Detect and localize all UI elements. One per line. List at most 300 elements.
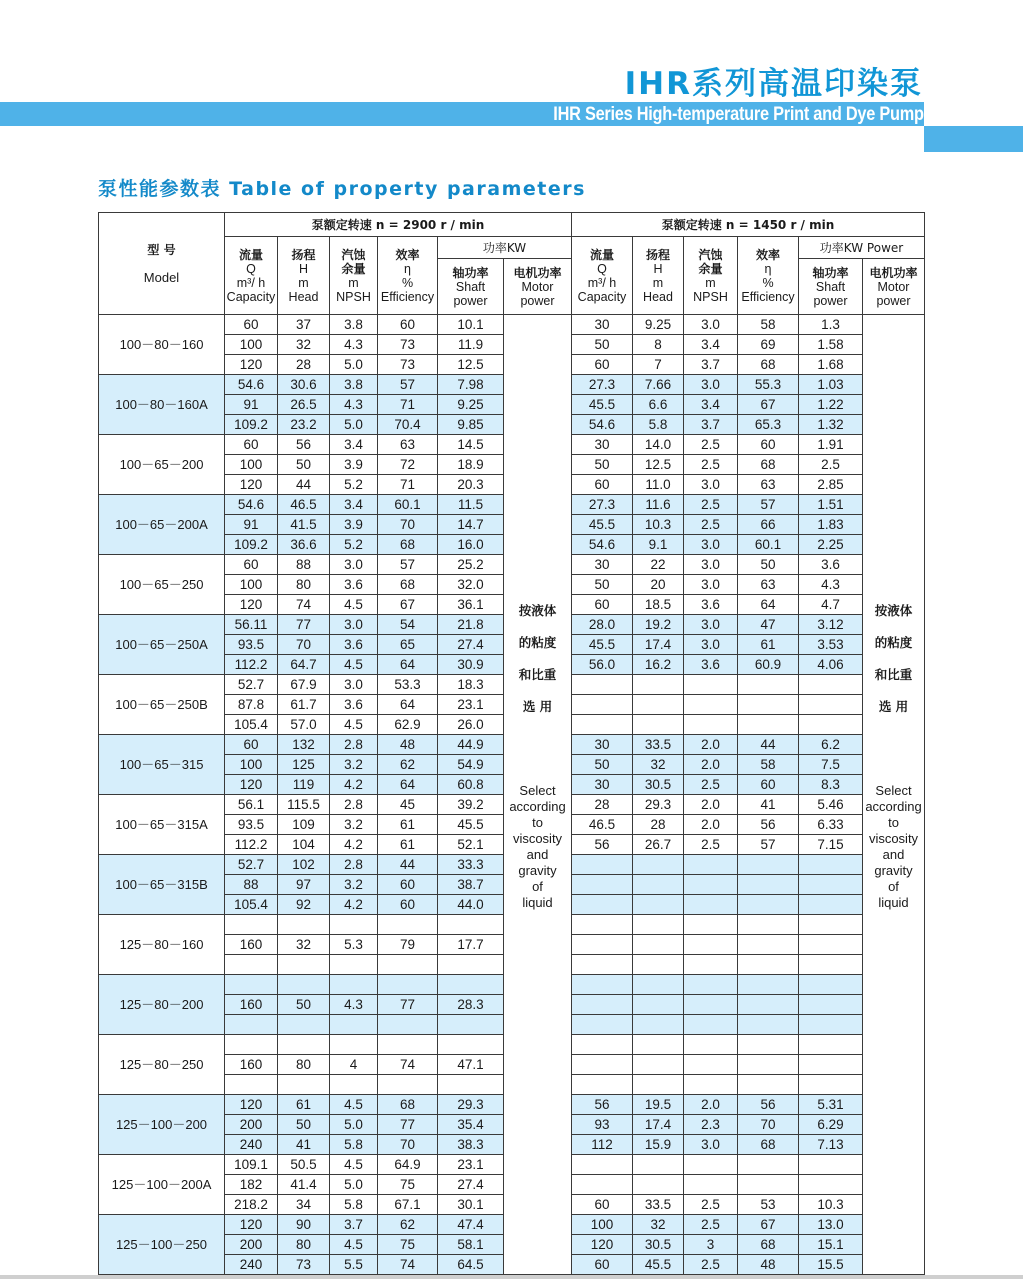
data-cell: 64 <box>738 595 799 615</box>
data-cell: 4.5 <box>330 1095 378 1115</box>
data-cell: 79 <box>378 935 438 955</box>
data-cell: 61.7 <box>278 695 330 715</box>
data-cell: 64 <box>378 775 438 795</box>
data-cell: 3.7 <box>330 1215 378 1235</box>
data-cell: 52.1 <box>438 835 504 855</box>
data-cell: 44 <box>278 475 330 495</box>
data-cell: 18.5 <box>633 595 684 615</box>
page-title-en: IHR Series High-temperature Print and Dye Pump <box>553 104 924 125</box>
data-cell: 60 <box>225 315 278 335</box>
data-cell: 30.1 <box>438 1195 504 1215</box>
data-cell: 27.4 <box>438 635 504 655</box>
data-cell: 10.3 <box>799 1195 863 1215</box>
data-cell: 160 <box>225 1055 278 1075</box>
data-cell: 1.3 <box>799 315 863 335</box>
data-cell: 93 <box>572 1115 633 1135</box>
data-cell: 3.8 <box>330 315 378 335</box>
data-cell: 52.7 <box>225 855 278 875</box>
flow-header: 流量 Q m³/ h Capacity <box>225 237 278 315</box>
data-cell: 27.4 <box>438 1175 504 1195</box>
data-cell: 6.2 <box>799 735 863 755</box>
note-en-line: according <box>865 799 922 814</box>
data-cell: 54.9 <box>438 755 504 775</box>
data-cell: 3.12 <box>799 615 863 635</box>
data-cell <box>225 915 278 935</box>
data-cell: 48 <box>738 1255 799 1275</box>
data-cell: 1.83 <box>799 515 863 535</box>
data-cell: 7.5 <box>799 755 863 775</box>
data-cell: 61 <box>378 835 438 855</box>
efficiency-header-1450: 效率 η % Efficiency <box>738 237 799 315</box>
data-cell: 60 <box>572 475 633 495</box>
data-cell: 60 <box>225 555 278 575</box>
data-cell: 73 <box>378 355 438 375</box>
data-cell <box>684 935 738 955</box>
data-cell: 7 <box>633 355 684 375</box>
data-cell: 23.1 <box>438 1155 504 1175</box>
data-cell <box>633 975 684 995</box>
data-cell: 1.03 <box>799 375 863 395</box>
data-cell: 5.3 <box>330 935 378 955</box>
data-cell: 7.13 <box>799 1135 863 1155</box>
data-cell: 2.5 <box>684 1215 738 1235</box>
data-cell: 60 <box>378 895 438 915</box>
data-cell: 62.9 <box>378 715 438 735</box>
data-cell: 160 <box>225 995 278 1015</box>
data-cell: 2.0 <box>684 1095 738 1115</box>
data-cell: 9.25 <box>633 315 684 335</box>
data-cell <box>633 1155 684 1175</box>
data-cell: 120 <box>225 355 278 375</box>
data-cell: 5.2 <box>330 475 378 495</box>
data-cell: 41.5 <box>278 515 330 535</box>
data-cell: 70 <box>278 635 330 655</box>
data-cell: 18.9 <box>438 455 504 475</box>
data-cell: 2.0 <box>684 795 738 815</box>
data-cell <box>738 695 799 715</box>
note-en-line: according <box>509 799 566 814</box>
data-cell: 3.6 <box>684 655 738 675</box>
data-cell: 100 <box>572 1215 633 1235</box>
data-cell: 41.4 <box>278 1175 330 1195</box>
data-cell: 37 <box>278 315 330 335</box>
data-cell: 30.6 <box>278 375 330 395</box>
motor-power-header: 电机功率 Motor power <box>504 259 572 315</box>
data-cell <box>633 955 684 975</box>
data-cell: 1.51 <box>799 495 863 515</box>
model-cell: 100－65－250 <box>99 555 225 615</box>
data-cell: 3.53 <box>799 635 863 655</box>
data-cell: 77 <box>378 1115 438 1135</box>
data-cell: 38.7 <box>438 875 504 895</box>
data-cell <box>572 1055 633 1075</box>
data-cell <box>738 1015 799 1035</box>
data-cell: 105.4 <box>225 895 278 915</box>
data-cell: 3.6 <box>799 555 863 575</box>
data-cell <box>738 895 799 915</box>
data-cell: 30 <box>572 735 633 755</box>
data-cell: 63 <box>738 475 799 495</box>
data-cell: 5.5 <box>330 1255 378 1275</box>
data-cell: 14.7 <box>438 515 504 535</box>
data-cell: 6.33 <box>799 815 863 835</box>
data-cell: 68 <box>738 355 799 375</box>
data-cell: 7.98 <box>438 375 504 395</box>
data-cell: 50 <box>572 755 633 775</box>
data-cell: 32 <box>278 935 330 955</box>
data-cell <box>572 1035 633 1055</box>
data-cell: 4.3 <box>799 575 863 595</box>
data-cell: 3.6 <box>330 575 378 595</box>
data-cell <box>684 955 738 975</box>
data-cell: 32.0 <box>438 575 504 595</box>
data-cell: 15.1 <box>799 1235 863 1255</box>
model-cell: 100－65－315B <box>99 855 225 915</box>
data-cell <box>633 995 684 1015</box>
data-cell: 4.06 <box>799 655 863 675</box>
data-cell <box>633 1075 684 1095</box>
data-cell: 32 <box>633 755 684 775</box>
model-cell: 125－100－250 <box>99 1215 225 1275</box>
data-cell: 5.8 <box>330 1135 378 1155</box>
data-cell <box>330 955 378 975</box>
data-cell <box>378 975 438 995</box>
data-cell: 3.0 <box>330 675 378 695</box>
data-cell <box>330 1035 378 1055</box>
data-cell <box>225 975 278 995</box>
data-cell: 200 <box>225 1115 278 1135</box>
data-cell: 32 <box>278 335 330 355</box>
data-cell <box>738 935 799 955</box>
data-cell: 53 <box>738 1195 799 1215</box>
data-cell: 64 <box>378 655 438 675</box>
data-cell: 11.6 <box>633 495 684 515</box>
data-cell <box>225 1075 278 1095</box>
data-cell: 60 <box>738 775 799 795</box>
data-cell: 3.4 <box>330 435 378 455</box>
data-cell: 120 <box>572 1235 633 1255</box>
data-cell: 9.25 <box>438 395 504 415</box>
data-cell <box>738 915 799 935</box>
data-cell: 26.5 <box>278 395 330 415</box>
data-cell: 4.5 <box>330 1235 378 1255</box>
data-cell <box>738 1175 799 1195</box>
data-cell: 30 <box>572 435 633 455</box>
data-cell: 5.0 <box>330 415 378 435</box>
data-cell: 5.0 <box>330 355 378 375</box>
data-cell <box>684 895 738 915</box>
data-cell <box>633 695 684 715</box>
data-cell <box>799 1015 863 1035</box>
data-cell: 56.11 <box>225 615 278 635</box>
data-cell: 50 <box>572 335 633 355</box>
data-cell <box>278 1015 330 1035</box>
data-cell: 3.4 <box>330 495 378 515</box>
data-cell: 41 <box>738 795 799 815</box>
data-cell: 80 <box>278 1055 330 1075</box>
data-cell: 68 <box>378 1095 438 1115</box>
data-cell <box>799 1155 863 1175</box>
data-cell: 16.2 <box>633 655 684 675</box>
data-cell: 70 <box>378 515 438 535</box>
note-en-line: gravity <box>874 863 913 878</box>
data-cell <box>572 695 633 715</box>
note-en-line: liquid <box>878 895 909 910</box>
data-cell <box>572 1175 633 1195</box>
note-en-line: liquid <box>522 895 553 910</box>
data-cell: 1.58 <box>799 335 863 355</box>
title-band-accent <box>924 126 1023 152</box>
data-cell: 3.4 <box>684 395 738 415</box>
data-cell: 56.0 <box>572 655 633 675</box>
data-cell: 105.4 <box>225 715 278 735</box>
data-cell <box>330 1075 378 1095</box>
data-cell: 15.9 <box>633 1135 684 1155</box>
data-cell: 74 <box>278 595 330 615</box>
data-cell: 112 <box>572 1135 633 1155</box>
note-en-line: to <box>532 815 543 830</box>
data-cell: 67 <box>378 595 438 615</box>
motor-power-header-1450: 电机功率 Motor power <box>863 259 925 315</box>
data-cell: 72 <box>378 455 438 475</box>
data-cell: 1.32 <box>799 415 863 435</box>
data-cell <box>684 1175 738 1195</box>
data-cell: 3.0 <box>684 475 738 495</box>
data-cell: 19.2 <box>633 615 684 635</box>
data-cell: 56 <box>572 835 633 855</box>
data-cell: 36.1 <box>438 595 504 615</box>
data-cell <box>225 1015 278 1035</box>
data-cell: 67 <box>738 1215 799 1235</box>
data-cell <box>799 715 863 735</box>
data-cell <box>278 955 330 975</box>
data-cell <box>738 1035 799 1055</box>
data-cell: 93.5 <box>225 815 278 835</box>
data-cell: 4.7 <box>799 595 863 615</box>
data-cell <box>799 915 863 935</box>
data-cell: 3.0 <box>684 555 738 575</box>
data-cell: 11.0 <box>633 475 684 495</box>
data-cell: 52.7 <box>225 675 278 695</box>
data-cell: 12.5 <box>633 455 684 475</box>
data-cell: 120 <box>225 475 278 495</box>
data-cell: 3.2 <box>330 875 378 895</box>
data-cell <box>572 1075 633 1095</box>
data-cell: 3.0 <box>684 1135 738 1155</box>
model-cell: 100－65－200A <box>99 495 225 555</box>
data-cell: 54.6 <box>225 375 278 395</box>
data-cell: 2.8 <box>330 735 378 755</box>
data-cell <box>572 935 633 955</box>
data-cell: 16.0 <box>438 535 504 555</box>
data-cell <box>378 1015 438 1035</box>
data-cell: 218.2 <box>225 1195 278 1215</box>
data-cell: 45.5 <box>572 395 633 415</box>
data-cell: 6.6 <box>633 395 684 415</box>
model-cell: 100－65－315A <box>99 795 225 855</box>
data-cell: 60.1 <box>378 495 438 515</box>
data-cell: 48 <box>378 735 438 755</box>
data-cell: 20.3 <box>438 475 504 495</box>
data-cell: 3.0 <box>684 635 738 655</box>
data-cell: 30.9 <box>438 655 504 675</box>
head-header: 扬程 H m Head <box>278 237 330 315</box>
data-cell: 119 <box>278 775 330 795</box>
data-cell: 3.8 <box>330 375 378 395</box>
head-header-1450: 扬程 H m Head <box>633 237 684 315</box>
data-cell <box>799 1075 863 1095</box>
data-cell: 3.0 <box>330 615 378 635</box>
data-cell <box>799 1055 863 1075</box>
data-cell: 57 <box>738 835 799 855</box>
data-cell: 54.6 <box>225 495 278 515</box>
data-cell <box>684 855 738 875</box>
npsh-header: 汽蚀 余量 m NPSH <box>330 237 378 315</box>
data-cell <box>572 1155 633 1175</box>
note-cn-line: 和比重 <box>518 667 557 682</box>
data-cell: 57 <box>378 555 438 575</box>
data-cell: 6.29 <box>799 1115 863 1135</box>
data-cell <box>572 715 633 735</box>
data-cell: 57.0 <box>278 715 330 735</box>
data-cell: 62 <box>378 1215 438 1235</box>
data-cell: 58.1 <box>438 1235 504 1255</box>
data-cell: 88 <box>225 875 278 895</box>
data-cell <box>572 915 633 935</box>
data-cell: 34 <box>278 1195 330 1215</box>
data-cell: 60 <box>572 595 633 615</box>
model-cell: 125－80－160 <box>99 915 225 975</box>
note-cn-line: 按液体 <box>518 603 557 618</box>
data-cell <box>738 875 799 895</box>
data-cell <box>438 1075 504 1095</box>
data-cell: 120 <box>225 595 278 615</box>
data-cell: 39.2 <box>438 795 504 815</box>
model-cell: 100－80－160A <box>99 375 225 435</box>
data-cell: 3 <box>684 1235 738 1255</box>
data-cell: 132 <box>278 735 330 755</box>
property-parameters-table <box>98 212 925 1275</box>
data-cell: 61 <box>278 1095 330 1115</box>
data-cell <box>330 1015 378 1035</box>
data-cell: 44 <box>378 855 438 875</box>
data-cell: 61 <box>738 635 799 655</box>
data-cell <box>799 975 863 995</box>
data-cell <box>684 1155 738 1175</box>
data-cell: 2.5 <box>684 495 738 515</box>
data-cell: 63 <box>738 575 799 595</box>
data-cell: 29.3 <box>438 1095 504 1115</box>
data-cell: 18.3 <box>438 675 504 695</box>
page-title-cn: IHR系列高温印染泵 <box>624 66 923 102</box>
data-cell: 104 <box>278 835 330 855</box>
data-cell: 68 <box>738 1235 799 1255</box>
data-cell <box>330 975 378 995</box>
data-cell: 14.0 <box>633 435 684 455</box>
data-cell <box>799 955 863 975</box>
data-cell: 9.85 <box>438 415 504 435</box>
data-cell <box>633 715 684 735</box>
note-en-line: and <box>526 847 549 862</box>
data-cell: 64.9 <box>378 1155 438 1175</box>
data-cell: 2.5 <box>684 775 738 795</box>
data-cell: 120 <box>225 1215 278 1235</box>
data-cell: 200 <box>225 1235 278 1255</box>
data-cell: 45.5 <box>572 635 633 655</box>
data-cell: 3.9 <box>330 455 378 475</box>
data-cell: 3.0 <box>684 315 738 335</box>
data-cell <box>378 955 438 975</box>
data-cell: 74 <box>378 1055 438 1075</box>
table-title: 泵性能参数表 Table of property parameters <box>98 178 586 200</box>
data-cell: 28 <box>278 355 330 375</box>
data-cell: 60.9 <box>738 655 799 675</box>
data-cell: 70.4 <box>378 415 438 435</box>
data-cell: 56 <box>278 435 330 455</box>
data-cell: 50 <box>278 1115 330 1135</box>
data-cell: 33.5 <box>633 735 684 755</box>
data-cell <box>799 855 863 875</box>
data-cell: 21.8 <box>438 615 504 635</box>
motor-power-note-2900 <box>504 315 572 1275</box>
data-cell: 45.5 <box>572 515 633 535</box>
data-cell <box>799 875 863 895</box>
model-header: 型 号 Model <box>99 213 225 315</box>
data-cell: 120 <box>225 1095 278 1115</box>
model-cell: 125－80－250 <box>99 1035 225 1095</box>
data-cell: 30 <box>572 315 633 335</box>
group-header-2900: 泵额定转速 n = 2900 r / min <box>225 213 572 237</box>
data-cell <box>799 1035 863 1055</box>
data-cell: 26.7 <box>633 835 684 855</box>
data-cell: 3.6 <box>684 595 738 615</box>
data-cell: 3.6 <box>330 695 378 715</box>
data-cell <box>572 895 633 915</box>
data-cell: 19.5 <box>633 1095 684 1115</box>
model-cell: 100－65－315 <box>99 735 225 795</box>
data-cell: 115.5 <box>278 795 330 815</box>
data-cell: 45 <box>378 795 438 815</box>
data-cell: 50 <box>738 555 799 575</box>
data-cell: 58 <box>738 315 799 335</box>
note-en-line: viscosity <box>868 831 919 846</box>
data-cell <box>572 975 633 995</box>
data-cell: 88 <box>278 555 330 575</box>
data-cell: 64.5 <box>438 1255 504 1275</box>
data-cell: 109.2 <box>225 415 278 435</box>
data-cell <box>738 1155 799 1175</box>
data-cell: 11.9 <box>438 335 504 355</box>
data-cell <box>633 1175 684 1195</box>
npsh-header-1450: 汽蚀 余量 m NPSH <box>684 237 738 315</box>
data-cell: 91 <box>225 395 278 415</box>
data-cell: 28.3 <box>438 995 504 1015</box>
data-cell: 67.1 <box>378 1195 438 1215</box>
data-cell: 23.2 <box>278 415 330 435</box>
data-cell <box>572 675 633 695</box>
data-cell: 3.2 <box>330 815 378 835</box>
note-cn-line: 和比重 <box>874 667 913 682</box>
data-cell: 8.3 <box>799 775 863 795</box>
data-cell: 2.5 <box>799 455 863 475</box>
note-cn-line: 按液体 <box>874 603 913 618</box>
data-cell: 5.8 <box>633 415 684 435</box>
data-cell: 100 <box>225 575 278 595</box>
data-cell <box>225 955 278 975</box>
data-cell: 77 <box>278 615 330 635</box>
data-cell: 102 <box>278 855 330 875</box>
data-cell <box>738 1075 799 1095</box>
